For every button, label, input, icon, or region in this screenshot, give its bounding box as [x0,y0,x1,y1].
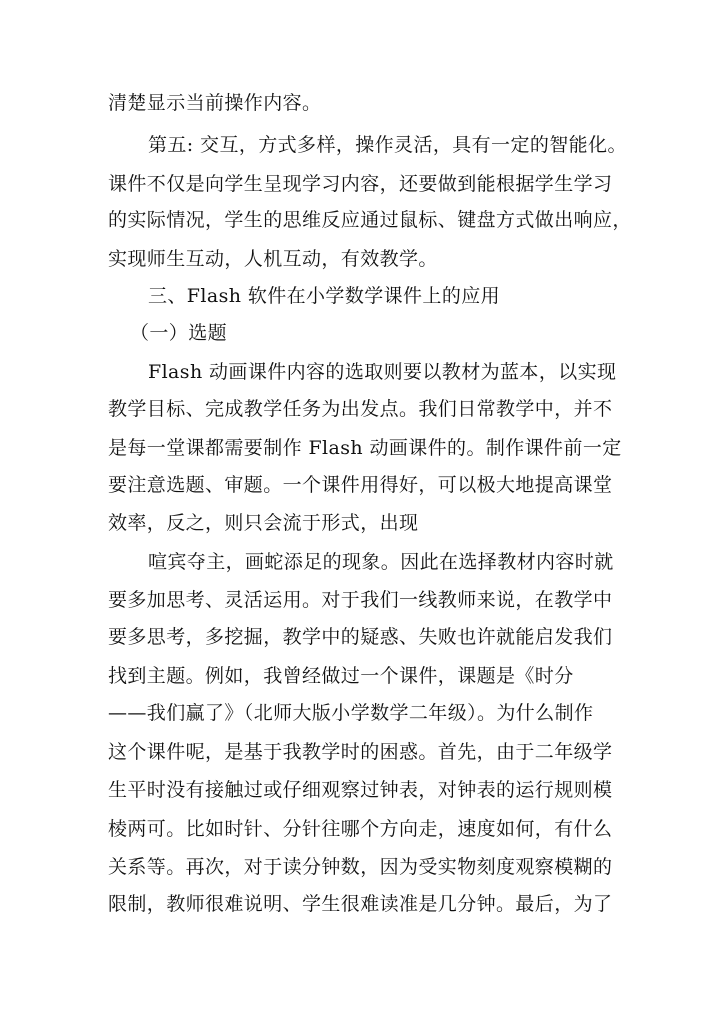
text-line: Flash 动画课件内容的选取则要以教材为蓝本，以实现 [148,361,617,383]
text-line: 关系等。再次，对于读分钟数，因为受实物刻度观察模糊的 [108,856,613,878]
text-line: 第五: 交互，方式多样，操作灵活，具有一定的智能化。 [148,134,627,156]
section-heading: 三、Flash 软件在小学数学课件上的应用 [148,285,501,307]
text-line: 喧宾夺主，画蛇添足的现象。因此在选择教材内容时就 [148,551,614,573]
text-line: 的实际情况，学生的思维反应通过鼠标、键盘方式做出响应， [108,209,632,231]
text-line: 效率，反之，则只会流于形式，出现 [108,512,419,534]
subsection-heading: （一）选题 [130,322,228,344]
text-line: 教学目标、完成教学任务为出发点。我们日常教学中，并不 [108,398,613,420]
text-line: 这个课件呢，是基于我教学时的困惑。首先，由于二年级学 [108,741,613,763]
text-line: 限制，教师很难说明、学生很难读准是几分钟。最后，为了 [108,893,613,915]
text-line: ——我们赢了》（北师大版小学数学二年级）。为什么制作 [108,702,594,724]
text-line: 要多思考，多挖掘，教学中的疑惑、失败也许就能启发我们 [108,626,613,648]
text-line: 要注意选题、审题。一个课件用得好，可以极大地提高课堂 [108,474,613,496]
text-line: 找到主题。例如，我曾经做过一个课件，课题是《时分 [108,665,574,687]
text-line: 清楚显示当前操作内容。 [108,92,322,114]
text-line: 要多加思考、灵活运用。对于我们一线教师来说，在教学中 [108,589,613,611]
text-line: 课件不仅是向学生呈现学习内容，还要做到能根据学生学习 [108,173,613,195]
text-line: 实现师生互动，人机互动，有效教学。 [108,248,438,270]
text-line: 是每一堂课都需要制作 Flash 动画课件的。制作课件前一定 [108,437,622,459]
text-line: 生平时没有接触过或仔细观察过钟表，对钟表的运行规则模 [108,779,613,801]
text-line: 棱两可。比如时针、分针往哪个方向走，速度如何，有什么 [108,818,613,840]
